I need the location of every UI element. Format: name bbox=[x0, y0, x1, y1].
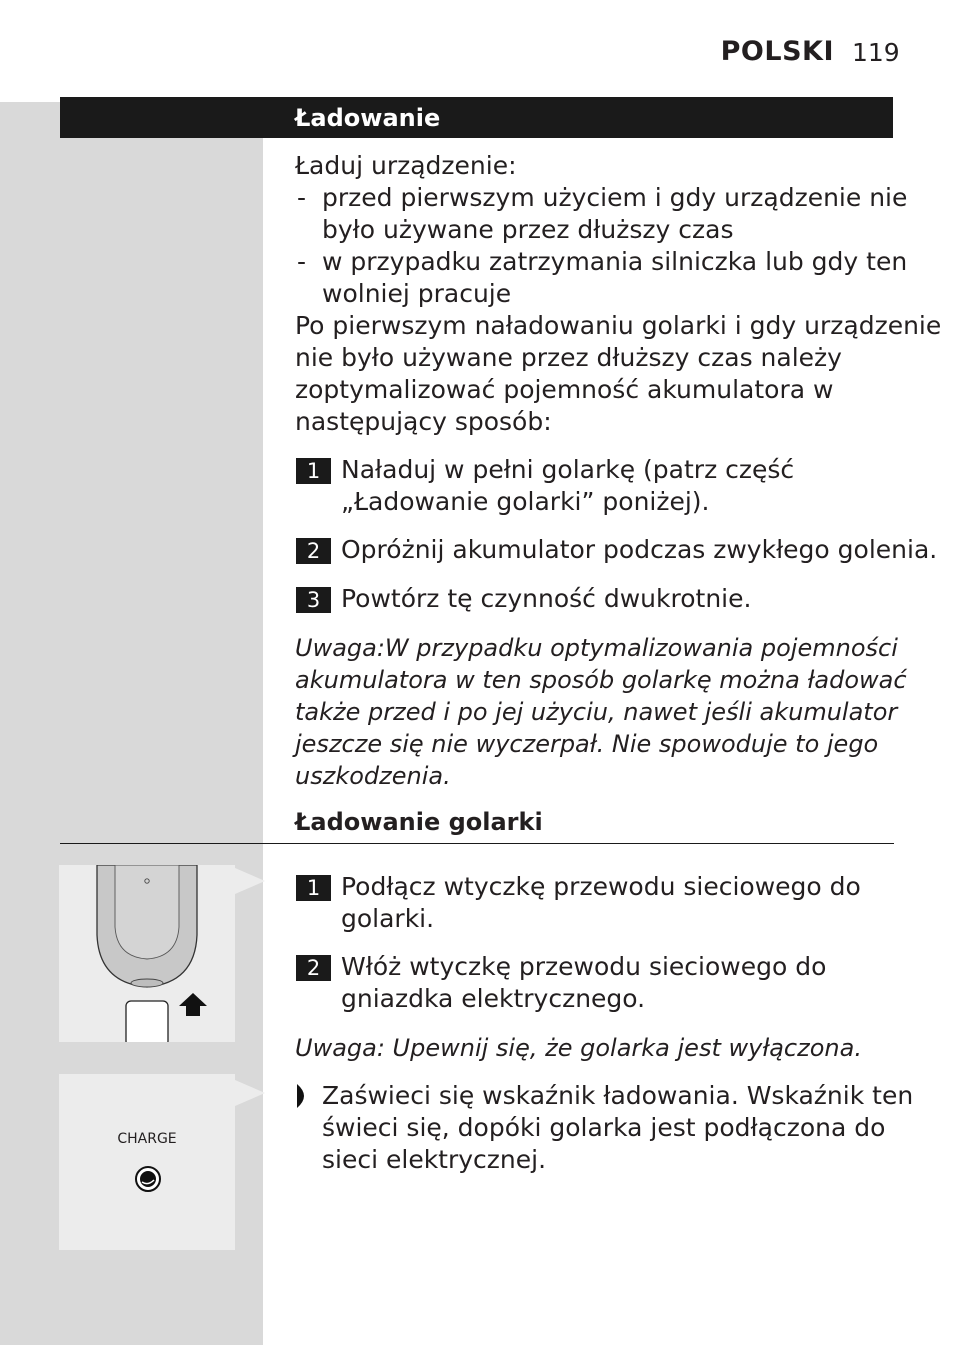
step-number: 1 bbox=[296, 458, 331, 484]
charge-indicator-icon bbox=[134, 1165, 162, 1193]
step-number: 2 bbox=[296, 538, 331, 564]
page-number: 119 bbox=[852, 38, 900, 67]
arrow-up-icon bbox=[179, 993, 207, 1016]
result-bullet-icon bbox=[297, 1083, 311, 1109]
intro-para-line4: następujący sposób: bbox=[295, 407, 552, 436]
step-number: 2 bbox=[296, 955, 331, 981]
step-text: Naładuj w pełni golarkę (patrz część bbox=[341, 455, 795, 484]
illustration-pointer bbox=[235, 1080, 265, 1106]
note-line: jeszcze się nie wyczerpał. Nie spowoduje to jego bbox=[295, 730, 879, 758]
note-line: akumulatora w ten sposób golarkę można ładować bbox=[295, 666, 907, 694]
charge-label: CHARGE bbox=[117, 1131, 177, 1147]
intro-para-line3: zoptymalizować pojemność akumulatora w bbox=[295, 375, 834, 404]
step-number: 3 bbox=[296, 587, 331, 613]
step-text: gniazdka elektrycznego. bbox=[341, 984, 646, 1013]
result-line: Zaświeci się wskaźnik ładowania. Wskaźnik ten bbox=[322, 1081, 914, 1110]
section-title: Ładowanie bbox=[295, 104, 441, 132]
step-text: golarki. bbox=[341, 904, 435, 933]
result-line: sieci elektrycznej. bbox=[322, 1145, 547, 1174]
bullet1-line1: przed pierwszym użyciem i gdy urządzenie nie bbox=[322, 183, 908, 212]
shaver-plug-illustration bbox=[59, 865, 235, 1042]
charge-light-illustration bbox=[59, 1074, 235, 1250]
section-divider bbox=[60, 843, 894, 844]
intro-lead: Ładuj urządzenie: bbox=[295, 151, 517, 180]
note-line: także przed i po jej użyciu, nawet jeśli akumulator bbox=[295, 698, 898, 726]
step-text: „Ładowanie golarki” poniżej). bbox=[341, 487, 710, 516]
step-text: Powtórz tę czynność dwukrotnie. bbox=[341, 584, 752, 613]
step-text: Podłącz wtyczkę przewodu sieciowego do bbox=[341, 872, 861, 901]
bullet2-line2: wolniej pracuje bbox=[322, 279, 512, 308]
header-language: POLSKI bbox=[720, 36, 834, 67]
subsection-title: Ładowanie golarki bbox=[295, 808, 543, 836]
intro-para-line2: nie było używane przez dłuższy czas należy bbox=[295, 343, 842, 372]
note-line: uszkodzenia. bbox=[295, 762, 451, 790]
shaver-plug-drawing bbox=[59, 865, 235, 1042]
intro-para-line1: Po pierwszym naładowaniu golarki i gdy urządzenie bbox=[295, 311, 942, 340]
bullet-dash: - bbox=[297, 183, 307, 212]
result-line: świeci się, dopóki golarka jest podłączona do bbox=[322, 1113, 886, 1142]
bullet2-line1: w przypadku zatrzymania silniczka lub gdy ten bbox=[322, 247, 908, 276]
step-text: Opróżnij akumulator podczas zwykłego golenia. bbox=[341, 535, 938, 564]
bullet1-line2: było używane przez dłuższy czas bbox=[322, 215, 734, 244]
section-title-bar bbox=[60, 97, 893, 138]
bullet-dash: - bbox=[297, 247, 307, 276]
illustration-pointer bbox=[235, 868, 265, 894]
step-text: Włóż wtyczkę przewodu sieciowego do bbox=[341, 952, 827, 981]
note-line: Uwaga:W przypadku optymalizowania pojemności bbox=[295, 634, 898, 662]
step-number: 1 bbox=[296, 875, 331, 901]
note-line: Uwaga: Upewnij się, że golarka jest wyłączona. bbox=[295, 1034, 862, 1062]
